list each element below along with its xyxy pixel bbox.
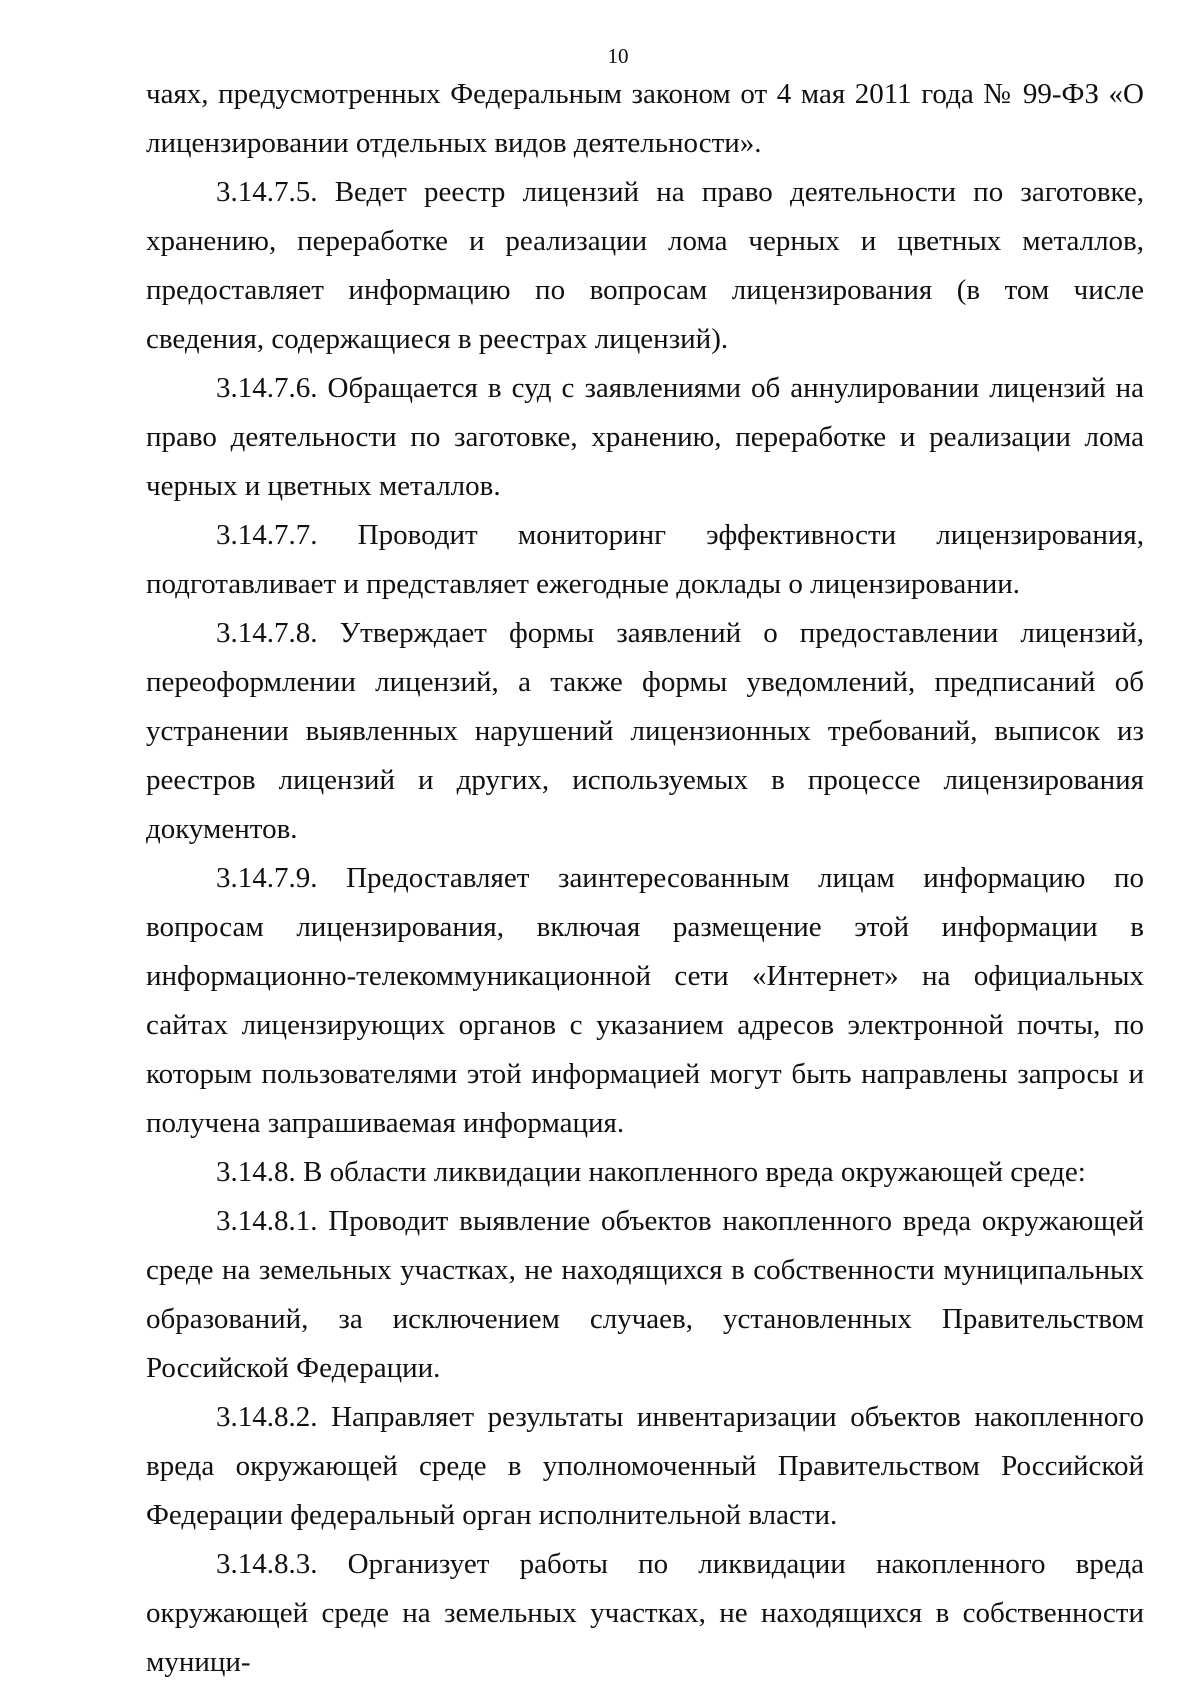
paragraph-3-14-7-8: 3.14.7.8. Утверждает формы заявлений о предоставлении лицензий, переоформлении лицензий, а также формы уведомлений, предписаний об устранении выявленных нарушений лицензионных требований, выписок из реестров лицензий и других, используемых в процессе лицензирования документов. xyxy=(146,617,1144,845)
paragraph-3-14-8: 3.14.8. В области ликвидации накопленного вреда окружающей среде: xyxy=(216,1156,1086,1188)
paragraph-continuation: чаях, предусмотренных Федеральным законом от 4 мая 2011 года № 99-ФЗ «О лицензировании отдельных видов деятельности». xyxy=(146,78,1144,159)
page-number: 10 xyxy=(607,44,629,68)
paragraph-3-14-8-3: 3.14.8.3. Организует работы по ликвидации накопленного вреда окружающей среде на земельных участках, не находящихся в собственности муници- xyxy=(146,1548,1144,1678)
paragraph-3-14-8-1: 3.14.8.1. Проводит выявление объектов накопленного вреда окружающей среде на земельных участках, не находящихся в собственности муниципальных образований, за исключением случаев, установленных Правительством Российской Федерации. xyxy=(146,1205,1144,1384)
paragraph-3-14-7-6: 3.14.7.6. Обращается в суд с заявлениями об аннулировании лицензий на право деятельности по заготовке, хранению, переработке и реализации лома черных и цветных металлов. xyxy=(146,372,1144,502)
document-body xyxy=(146,70,1144,1687)
paragraph-3-14-7-9: 3.14.7.9. Предоставляет заинтересованным лицам информацию по вопросам лицензирования, включая размещение этой информации в информационно-телекоммуникационной сети «Интернет» на официальных сайтах лицензирующих органов с указанием адресов электронной почты, по которым пользователями этой информацией могут быть направлены запросы и получена запрашиваемая информация. xyxy=(146,862,1144,1139)
paragraph-3-14-8-2: 3.14.8.2. Направляет результаты инвентаризации объектов накопленного вреда окружающей среде в уполномоченный Правительством Российской Федерации федеральный орган исполнительной власти. xyxy=(146,1401,1144,1531)
paragraph-3-14-7-5: 3.14.7.5. Ведет реестр лицензий на право деятельности по заготовке, хранению, переработке и реализации лома черных и цветных металлов, предоставляет информацию по вопросам лицензирования (в том числе сведения, содержащиеся в реестрах лицензий). xyxy=(146,176,1144,355)
paragraph-3-14-7-7: 3.14.7.7. Проводит мониторинг эффективности лицензирования, подготавливает и представляет ежегодные доклады о лицензировании. xyxy=(146,519,1144,600)
